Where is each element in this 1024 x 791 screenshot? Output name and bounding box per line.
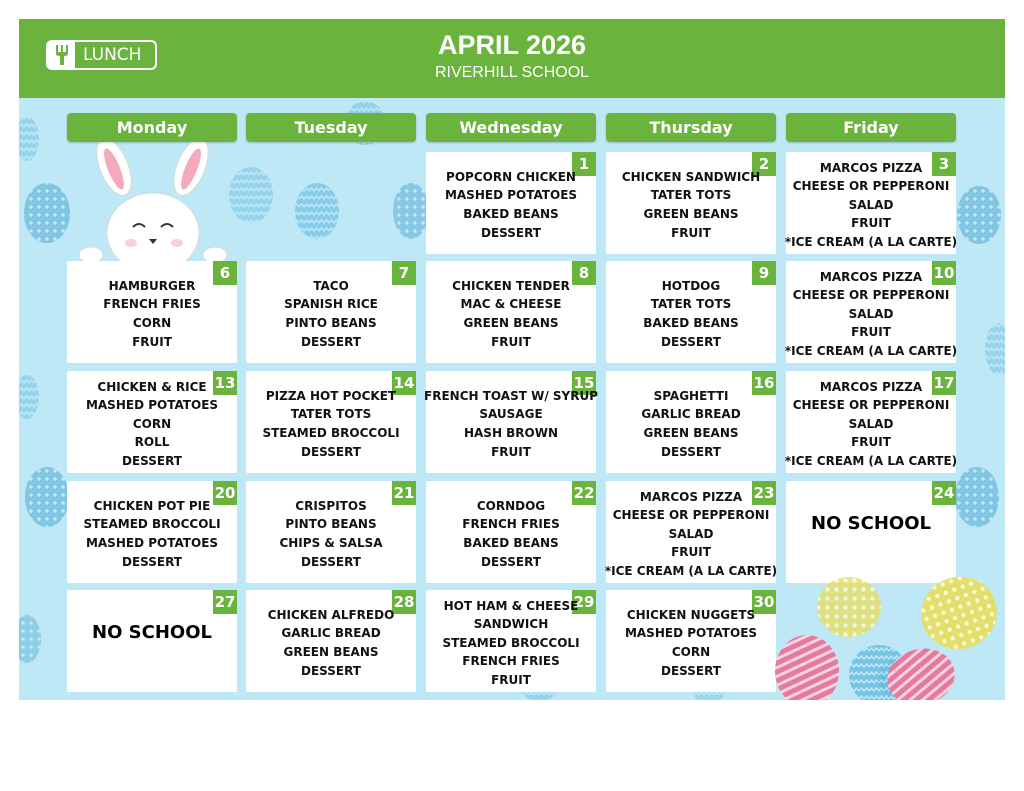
menu-item: CHEESE OR PEPPERONI bbox=[792, 179, 950, 194]
menu-item: CHIPS & SALSA bbox=[279, 536, 383, 550]
day-cell-15 bbox=[426, 371, 596, 473]
menu-list bbox=[786, 271, 956, 357]
menu-item: DESSERT bbox=[301, 334, 361, 349]
no-school-note: NO SCHOOL bbox=[811, 512, 931, 534]
day-cell-23 bbox=[606, 481, 776, 583]
menu-item: TACO bbox=[313, 278, 349, 293]
day-number: 23 bbox=[752, 481, 776, 505]
day-cell-16 bbox=[606, 371, 776, 473]
day-number: 15 bbox=[572, 371, 596, 395]
easter-egg-icon bbox=[295, 183, 339, 239]
menu-item: BAKED BEANS bbox=[463, 536, 559, 550]
easter-egg-icon bbox=[25, 467, 69, 527]
menu-item: CHEESE OR PEPPERONI bbox=[612, 508, 770, 523]
day-number: 28 bbox=[392, 590, 416, 614]
menu-item: FRUIT bbox=[671, 545, 711, 560]
day-number: 2 bbox=[752, 152, 776, 176]
menu-item: DESSERT bbox=[301, 663, 361, 678]
day-number: 17 bbox=[932, 371, 956, 395]
menu-item: HASH BROWN bbox=[463, 426, 559, 440]
day-cell-10 bbox=[786, 261, 956, 363]
day-cell-14 bbox=[246, 371, 416, 473]
easter-egg-icon bbox=[19, 615, 41, 663]
menu-item: HOT HAM & CHEESE bbox=[443, 598, 579, 613]
weekday-header-tuesday: Tuesday bbox=[246, 113, 416, 142]
menu-item: ROLL bbox=[134, 435, 170, 450]
menu-item: MARCOS PIZZA bbox=[819, 160, 923, 175]
menu-item: CORN bbox=[132, 316, 172, 330]
menu-list bbox=[246, 600, 416, 686]
menu-item: FRUIT bbox=[851, 435, 891, 450]
menu-item: PINTO BEANS bbox=[285, 517, 377, 532]
day-cell-1 bbox=[426, 152, 596, 254]
menu-item: GREEN BEANS bbox=[643, 207, 739, 221]
lunch-calendar bbox=[19, 19, 1005, 700]
menu-item: POPCORN CHICKEN bbox=[446, 169, 576, 184]
logo-label: LUNCH bbox=[83, 45, 142, 65]
menu-item: FRUIT bbox=[671, 225, 711, 240]
bunny-illustration bbox=[79, 134, 227, 273]
menu-item: SPAGHETTI bbox=[653, 388, 729, 403]
menu-item: SANDWICH bbox=[473, 617, 549, 632]
menu-item: STEAMED BROCCOLI bbox=[83, 517, 221, 532]
menu-item: FRUIT bbox=[491, 444, 531, 459]
school-name: RIVERHILL SCHOOL bbox=[434, 64, 590, 81]
day-number: 24 bbox=[932, 481, 956, 505]
menu-item: FRUIT bbox=[132, 334, 172, 349]
menu-item: FRUIT bbox=[491, 334, 531, 349]
menu-item: MASHED POTATOES bbox=[85, 536, 219, 550]
day-number: 27 bbox=[213, 590, 237, 614]
menu-item: GREEN BEANS bbox=[643, 426, 739, 440]
menu-item: CHICKEN & RICE bbox=[97, 379, 207, 394]
day-cell-20 bbox=[67, 481, 237, 583]
day-number: 1 bbox=[572, 152, 596, 176]
menu-item: BAKED BEANS bbox=[643, 316, 739, 330]
menu-list bbox=[426, 600, 596, 686]
page-bottom-margin bbox=[0, 700, 1024, 791]
menu-item: TATER TOTS bbox=[290, 407, 372, 422]
menu-item: DESSERT bbox=[301, 554, 361, 569]
menu-list bbox=[606, 162, 776, 248]
easter-egg-icon bbox=[985, 323, 1005, 375]
menu-item: *ICE CREAM (A LA CARTE) bbox=[604, 563, 778, 578]
menu-item: MARCOS PIZZA bbox=[819, 269, 923, 284]
day-cell-6 bbox=[67, 261, 237, 363]
menu-list bbox=[426, 162, 596, 248]
day-number: 7 bbox=[392, 261, 416, 285]
menu-item: SAUSAGE bbox=[479, 407, 543, 422]
menu-item: *ICE CREAM (A LA CARTE) bbox=[784, 343, 958, 358]
menu-item: SALAD bbox=[848, 416, 894, 431]
menu-item: MASHED POTATOES bbox=[444, 188, 578, 203]
day-number: 9 bbox=[752, 261, 776, 285]
menu-item: CHICKEN NUGGETS bbox=[626, 607, 756, 622]
menu-item: CORN bbox=[132, 416, 172, 431]
day-number: 8 bbox=[572, 261, 596, 285]
easter-egg-icon bbox=[229, 167, 273, 223]
menu-item: DESSERT bbox=[301, 444, 361, 459]
menu-item: BAKED BEANS bbox=[463, 207, 559, 221]
easter-egg-icon bbox=[19, 375, 39, 419]
menu-item: *ICE CREAM (A LA CARTE) bbox=[784, 234, 958, 249]
menu-item: DESSERT bbox=[661, 334, 721, 349]
day-number: 10 bbox=[932, 261, 956, 285]
menu-item: FRUIT bbox=[851, 216, 891, 231]
day-cell-30 bbox=[606, 590, 776, 692]
day-cell-21 bbox=[246, 481, 416, 583]
day-cell-7 bbox=[246, 261, 416, 363]
page-header bbox=[19, 19, 1005, 98]
weekday-header-thursday: Thursday bbox=[606, 113, 776, 142]
menu-item: FRENCH TOAST W/ SYRUP bbox=[424, 388, 598, 403]
menu-item: FRENCH FRIES bbox=[103, 297, 201, 312]
menu-list bbox=[67, 491, 237, 577]
menu-item: DESSERT bbox=[661, 444, 721, 459]
menu-item: SALAD bbox=[848, 306, 894, 321]
easter-eggs-decoration bbox=[769, 567, 1005, 700]
easter-egg-icon bbox=[19, 117, 39, 161]
menu-list bbox=[786, 381, 956, 467]
menu-item: SALAD bbox=[668, 526, 714, 541]
day-cell-22 bbox=[426, 481, 596, 583]
easter-egg-icon bbox=[957, 186, 1001, 244]
menu-item: SALAD bbox=[848, 197, 894, 212]
page-title: APRIL 2026 bbox=[437, 30, 587, 60]
easter-egg-icon bbox=[817, 577, 881, 637]
weekday-header-monday: Monday bbox=[67, 113, 237, 142]
menu-item: STEAMED BROCCOLI bbox=[262, 426, 400, 440]
day-cell-2 bbox=[606, 152, 776, 254]
menu-item: CHICKEN SANDWICH bbox=[621, 169, 761, 184]
menu-list bbox=[606, 381, 776, 467]
day-cell-28 bbox=[246, 590, 416, 692]
menu-list bbox=[606, 491, 776, 577]
easter-egg-icon bbox=[393, 183, 429, 239]
menu-list bbox=[246, 491, 416, 577]
menu-item: *ICE CREAM (A LA CARTE) bbox=[784, 453, 958, 468]
menu-item: CHICKEN TENDER bbox=[452, 278, 570, 293]
day-number: 29 bbox=[572, 590, 596, 614]
easter-egg-icon bbox=[955, 467, 999, 527]
day-number: 30 bbox=[752, 590, 776, 614]
menu-item: GARLIC BREAD bbox=[641, 407, 741, 422]
easter-egg-icon bbox=[24, 183, 70, 243]
day-cell-9 bbox=[606, 261, 776, 363]
menu-item: SPANISH RICE bbox=[284, 297, 378, 312]
menu-item: FRUIT bbox=[491, 672, 531, 687]
easter-egg-icon bbox=[911, 567, 1005, 660]
menu-item: CORNDOG bbox=[476, 498, 546, 513]
menu-item: MARCOS PIZZA bbox=[639, 489, 743, 504]
menu-list bbox=[246, 271, 416, 357]
day-number: 14 bbox=[392, 371, 416, 395]
day-number: 21 bbox=[392, 481, 416, 505]
menu-item: CORN bbox=[671, 645, 711, 659]
day-cell-17 bbox=[786, 371, 956, 473]
menu-item: FRUIT bbox=[851, 325, 891, 340]
menu-item: DESSERT bbox=[481, 225, 541, 240]
menu-item: GREEN BEANS bbox=[283, 645, 379, 659]
menu-item: CHICKEN ALFREDO bbox=[267, 607, 395, 622]
weekday-header-friday: Friday bbox=[786, 113, 956, 142]
menu-list bbox=[786, 162, 956, 248]
day-number: 16 bbox=[752, 371, 776, 395]
menu-item: CHICKEN POT PIE bbox=[93, 498, 211, 513]
menu-item: DESSERT bbox=[122, 453, 182, 468]
day-number: 6 bbox=[213, 261, 237, 285]
menu-item: HAMBURGER bbox=[108, 278, 196, 293]
menu-item: PIZZA HOT POCKET bbox=[265, 388, 397, 403]
menu-list bbox=[426, 271, 596, 357]
menu-item: MARCOS PIZZA bbox=[819, 379, 923, 394]
menu-list bbox=[246, 381, 416, 467]
menu-list bbox=[606, 600, 776, 686]
menu-item: STEAMED BROCCOLI bbox=[442, 635, 580, 650]
day-cell-13 bbox=[67, 371, 237, 473]
menu-item: TATER TOTS bbox=[650, 188, 732, 203]
menu-item: FRENCH FRIES bbox=[462, 517, 560, 532]
menu-item: MASHED POTATOES bbox=[85, 398, 219, 413]
menu-item: HOTDOG bbox=[661, 278, 721, 293]
day-cell-8 bbox=[426, 261, 596, 363]
easter-egg-icon bbox=[775, 635, 839, 700]
day-cell-29 bbox=[426, 590, 596, 692]
menu-item: MAC & CHEESE bbox=[460, 297, 562, 312]
menu-item: CHEESE OR PEPPERONI bbox=[792, 398, 950, 413]
day-cell-27 bbox=[67, 590, 237, 692]
weekday-header-wednesday: Wednesday bbox=[426, 113, 596, 142]
menu-item: MASHED POTATOES bbox=[624, 626, 758, 641]
menu-item: GREEN BEANS bbox=[463, 316, 559, 330]
menu-item: DESSERT bbox=[661, 663, 721, 678]
menu-item: DESSERT bbox=[481, 554, 541, 569]
menu-item: FRENCH FRIES bbox=[462, 654, 560, 669]
menu-list bbox=[426, 491, 596, 577]
day-number: 13 bbox=[213, 371, 237, 395]
menu-item: PINTO BEANS bbox=[285, 316, 377, 330]
menu-list bbox=[67, 381, 237, 467]
day-number: 22 bbox=[572, 481, 596, 505]
menu-item: CHEESE OR PEPPERONI bbox=[792, 288, 950, 303]
menu-item: DESSERT bbox=[122, 554, 182, 569]
menu-item: GARLIC BREAD bbox=[281, 626, 381, 641]
menu-item: TATER TOTS bbox=[650, 297, 732, 312]
day-cell-3 bbox=[786, 152, 956, 254]
no-school-note: NO SCHOOL bbox=[92, 621, 212, 643]
day-number: 3 bbox=[932, 152, 956, 176]
menu-list bbox=[606, 271, 776, 357]
menu-item: CRISPITOS bbox=[295, 498, 367, 513]
menu-list bbox=[67, 271, 237, 357]
menu-list bbox=[426, 381, 596, 467]
day-number: 20 bbox=[213, 481, 237, 505]
